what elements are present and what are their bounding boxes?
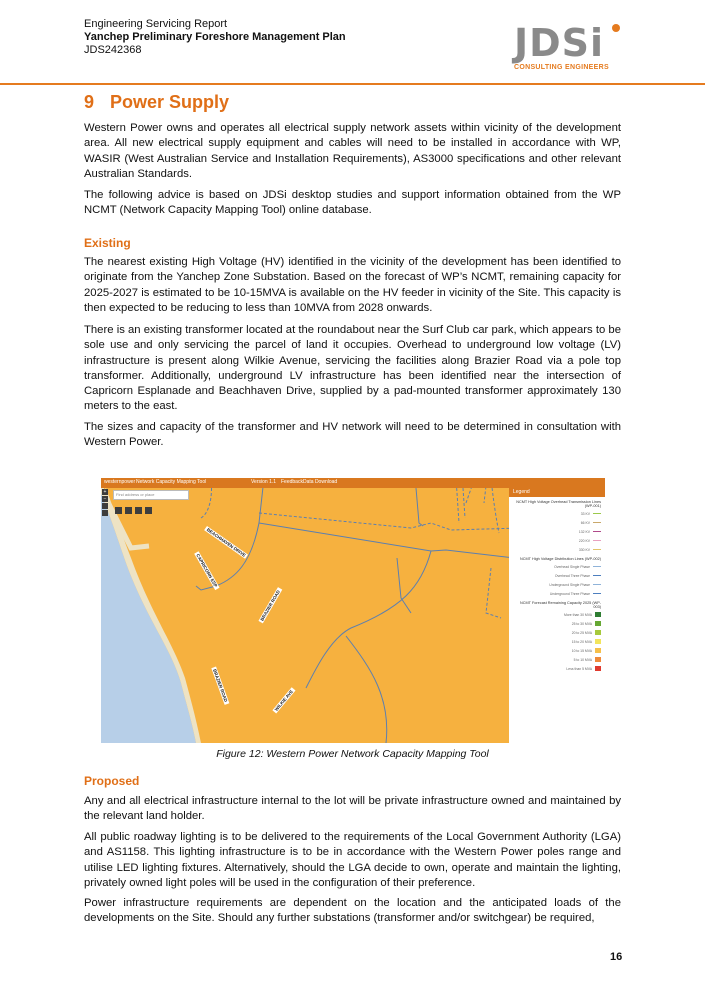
existing-paragraph-1: The nearest existing High Voltage (HV) identified in the vicinity of the development has been identified to originate from the Yanchep Zone Substation. Based on the forecast of WP’s NCMT, remaining capacity for 2025-2027 is estimated to be 10-15MVA is available on the HV feeder in vicinity of the Site. This capacity is then expected to be reducing to less than 10MVA from 2028 onwards. [84, 256, 621, 314]
legend-section-title: NCMT High Voltage Overhead Transmission Lines (WP-001) [516, 500, 601, 508]
layers-icon[interactable] [135, 507, 142, 514]
legend-item: Less than 5 MVA [509, 664, 605, 673]
section-number: 9 [84, 92, 95, 112]
page-header [84, 18, 346, 57]
existing-paragraph-3: The sizes and capacity of the transformer and HV network will need to be determined in consultation with Western Power. [84, 421, 621, 449]
legend-item: More than 30 MVA [509, 610, 605, 619]
section-heading [84, 92, 229, 113]
road-label-beachhaven: BEACHHAVEN DRIVE [205, 527, 247, 558]
nav-feedback[interactable]: Feedback [281, 479, 303, 485]
figure-caption: Figure 12: Western Power Network Capacity Mapping Tool [216, 748, 489, 760]
nav-version[interactable]: Version 1.1 [251, 479, 277, 485]
zoom-out-button[interactable]: − [103, 496, 107, 502]
legend-item: Underground Three Phase [509, 589, 605, 598]
map-search-input[interactable]: Find address or place [113, 490, 189, 500]
legend-item: 20 to 25 MVA [509, 628, 605, 637]
map-toolbar [115, 501, 155, 519]
legend-item: 15 to 20 MVA [509, 637, 605, 646]
legend-item: 132 KV [509, 527, 605, 536]
nav-data-download[interactable]: Data Download [303, 479, 338, 485]
legend-header: Legend [509, 488, 605, 497]
existing-paragraph-2: There is an existing transformer located at the roundabout near the Surf Club car park, which appears to be sole use and only servicing the parcel of land it occupies. Overhead to underground low voltage (LV) infrastructure is present along Wilkie Avenue, servicing the facilities along Brazier Road via a pole top transformer. Additionally, underground LV infrastructure has been identified near the intersection of Capricorn Esplanade and Beachhaven Drive, supplied by a pad-mounted transformer approximately 130 meters to the east. [84, 324, 621, 413]
road-label-capricorn: CAPRICORN ESP [195, 553, 219, 588]
basemap-icon[interactable] [115, 507, 122, 514]
section-title: Power Supply [110, 92, 230, 112]
road-label-brazier-1: BRAZIER ROAD [259, 589, 282, 622]
legend-item: 220 KV [509, 536, 605, 545]
legend-item: 33 KV [509, 509, 605, 518]
home-button[interactable] [102, 503, 108, 509]
legend-item: Overhead Three Phase [509, 571, 605, 580]
legend-section-title: NCMT High Voltage Distribution Lines (WP-002) [520, 557, 601, 561]
existing-heading: Existing [84, 236, 131, 250]
road-label-brazier-2: BRAZIER ROAD [212, 668, 229, 703]
ncmt-map-figure [101, 478, 605, 743]
report-type: Engineering Servicing Report [84, 18, 228, 30]
legend-item: 25 to 30 MVA [509, 619, 605, 628]
logo-tagline: CONSULTING ENGINEERS [514, 64, 609, 71]
map-legend-panel [509, 488, 605, 743]
ncmt-top-bar [101, 478, 605, 488]
logo-letters: JDSi [514, 21, 605, 65]
page-number: 16 [610, 951, 623, 963]
job-number: JDS242368 [84, 44, 142, 56]
legend-item: 10 to 15 MVA [509, 646, 605, 655]
legend-item: Overhead Single Phase [509, 562, 605, 571]
zoom-in-button[interactable]: + [103, 489, 107, 495]
locate-button[interactable] [102, 510, 108, 516]
legend-item: 330 KV [509, 545, 605, 554]
intro-paragraph-2: The following advice is based on JDSi desktop studies and support information obtained from the WP NCMT (Network Capacity Mapping Tool) online database. [84, 189, 621, 217]
map-zoom-controls [102, 489, 108, 517]
western-power-brand: westernpower [104, 479, 136, 485]
legend-item: 66 KV [509, 518, 605, 527]
print-icon[interactable] [125, 507, 132, 514]
proposed-heading: Proposed [84, 774, 140, 788]
proposed-paragraph-3: Power infrastructure requirements are dependent on the location and the anticipated loads of the developments on the Site. Should any further substations (transformer and/or switchgear) be required, [84, 897, 621, 925]
legend-item: 5 to 10 MVA [509, 655, 605, 664]
legend-item: Underground Single Phase [509, 580, 605, 589]
proposed-paragraph-1: Any and all electrical infrastructure internal to the lot will be private infrastructure owned and maintained by the relevant land holder. [84, 795, 621, 823]
project-title: Yanchep Preliminary Foreshore Management Plan [84, 31, 346, 43]
intro-paragraph-1: Western Power owns and operates all electrical supply network assets within vicinity of the development area. All new electrical supply equipment and cables will need to be installed in accordance with WP, WASIR (West Australian Service and Installation Requirements), AS3000 specifications and other relevant Australian Standards. [84, 122, 621, 180]
proposed-paragraph-2: All public roadway lighting is to be delivered to the requirements of the Local Government Authority (LGA) and AS1158. This lighting infrastructure is to be in accordance with the Western Power poles range and utilise LED lighting fixtures. Alternatively, should the LGA decide to own, operate and maintain the lighting, privately owned light poles will be used in the configuration of their preference. [84, 831, 621, 889]
road-label-wilkie: WILKIE AVE [273, 689, 295, 712]
measure-icon[interactable] [145, 507, 152, 514]
jdsi-logo [514, 21, 620, 74]
legend-section-title: NCMT Forecast Remaining Capacity 2025 (WP-003) [520, 601, 601, 609]
logo-dot-icon [612, 24, 620, 32]
ncmt-app-title: Network Capacity Mapping Tool [136, 479, 207, 485]
header-divider [0, 83, 705, 85]
